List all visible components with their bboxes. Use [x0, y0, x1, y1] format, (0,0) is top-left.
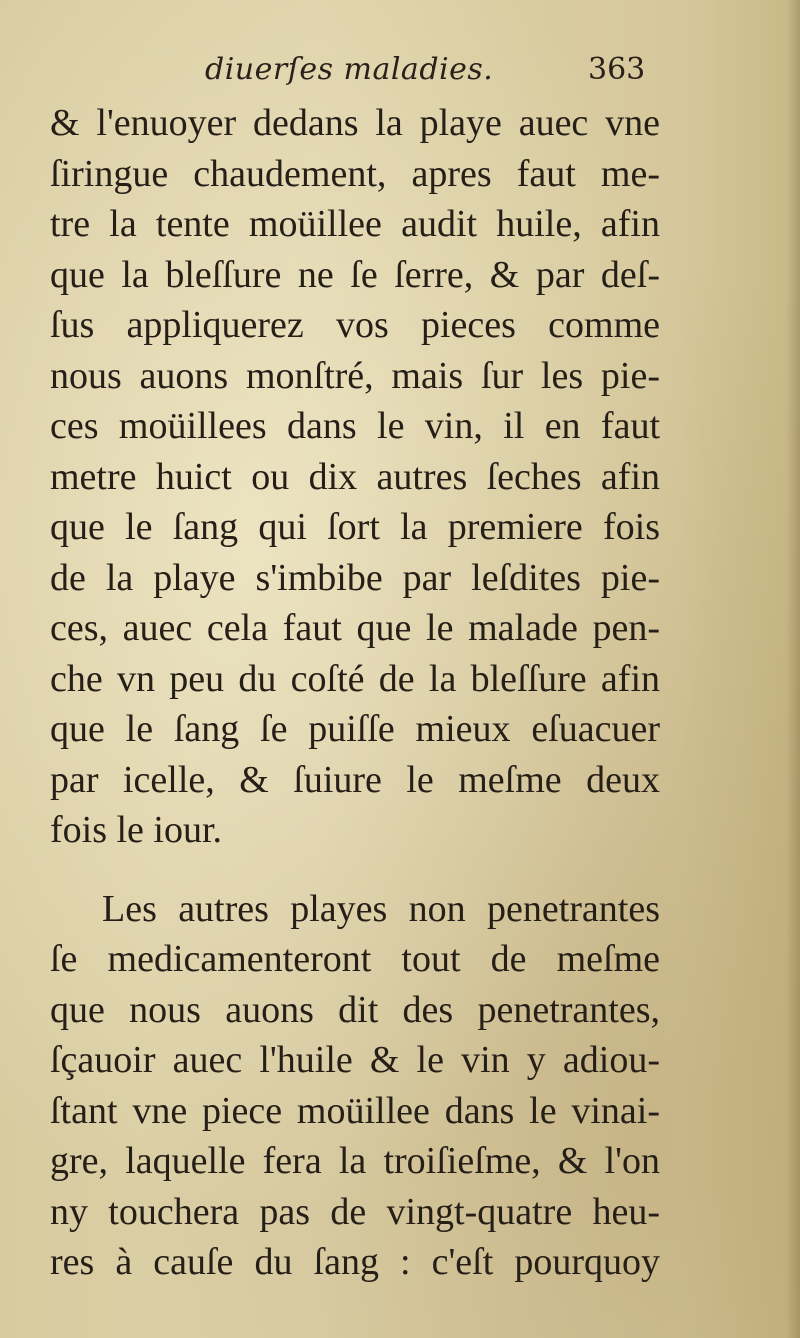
- text-line: fois le iour.: [50, 809, 223, 851]
- text-line: de la playe s'imbibe par leſdites pie-: [50, 556, 660, 599]
- page-header: [0, 52, 800, 102]
- text-line: que la bleſſure ne ſe ſerre, & par deſ-: [50, 253, 660, 296]
- text-line: gre, laquelle fera la troiſieſme, & l'on: [50, 1140, 660, 1182]
- text-line: ces moüillees dans le vin, il en faut: [50, 405, 660, 447]
- text-line: ces, auec cela faut que le malade pen-: [50, 607, 660, 649]
- text-line: Les autres playes non penetrantes: [102, 887, 660, 930]
- running-head: diuerſes maladies.: [205, 52, 494, 87]
- text-line: nous auons monſtré, mais ſur les pie-: [50, 354, 660, 397]
- text-line: ny touchera pas de vingt-quatre heu-: [50, 1190, 660, 1233]
- text-line: ſtant vne piece moüillee dans le vinai-: [50, 1089, 660, 1132]
- text-line: par icelle, & ſuiure le meſme deux: [50, 758, 660, 801]
- text-line: que le ſang qui ſort la premiere fois: [50, 506, 660, 548]
- paragraph-1: [50, 98, 660, 856]
- text-line: che vn peu du coſté de la bleſſure afin: [50, 657, 660, 700]
- text-line: & l'enuoyer dedans la playe auec vne: [50, 102, 660, 144]
- text-line: res à cauſe du ſang : c'eſt pourquoy: [50, 1241, 660, 1283]
- paragraph-2: [50, 884, 660, 1288]
- text-line: metre huict ou dix autres ſeches afin: [50, 455, 660, 498]
- text-line: ſe medicamenteront tout de meſme: [50, 938, 660, 980]
- text-line: ſus appliquerez vos pieces comme: [50, 304, 660, 346]
- body-text: [50, 98, 660, 1288]
- page-edge-shadow: [786, 0, 800, 1338]
- text-line: tre la tente moüillee audit huile, afin: [50, 203, 660, 245]
- paragraph-gap: [50, 856, 660, 884]
- text-line: que le ſang ſe puiſſe mieux eſuacuer: [50, 708, 660, 750]
- text-line: ſçauoir auec l'huile & le vin y adiou-: [50, 1039, 660, 1081]
- text-line: ſiringue chaudement, apres faut me-: [50, 152, 660, 195]
- page-number: 363: [588, 52, 646, 87]
- text-line: que nous auons dit des penetrantes,: [50, 988, 660, 1031]
